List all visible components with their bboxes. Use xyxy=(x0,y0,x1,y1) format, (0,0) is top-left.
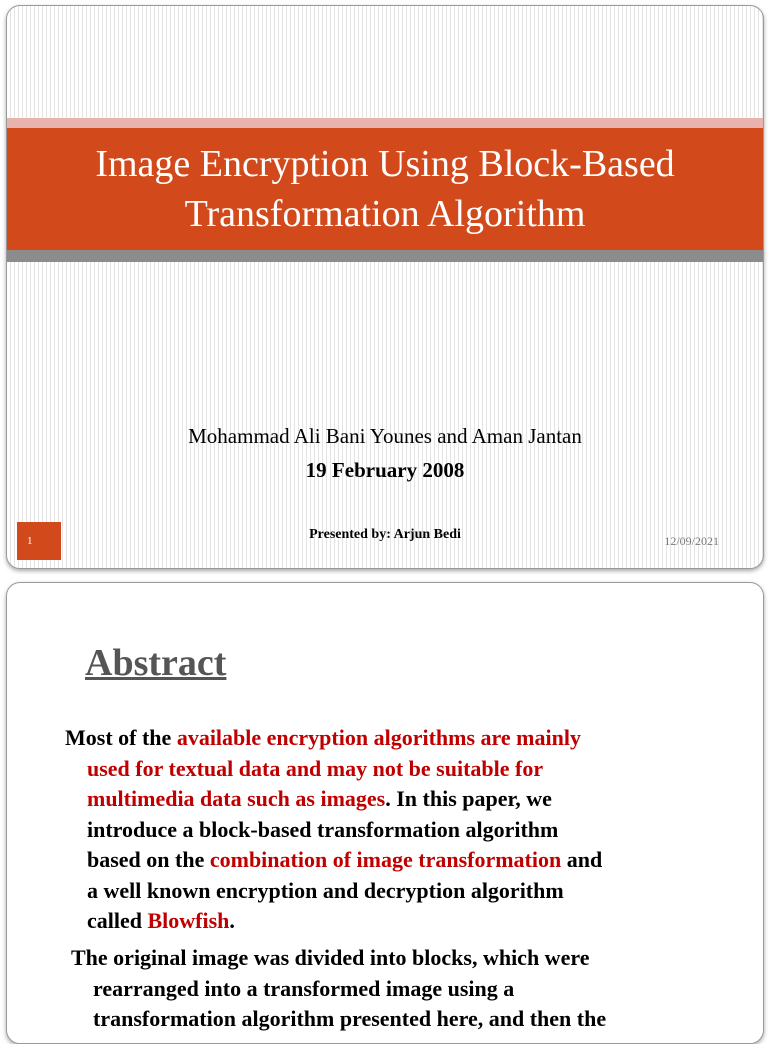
paragraph-line: rearranged into a transformed image using a xyxy=(93,975,515,1001)
title-slide xyxy=(6,5,764,569)
text-span: called xyxy=(87,908,148,933)
text-span: based on the xyxy=(87,847,210,872)
abstract-heading: Abstract xyxy=(85,642,227,684)
title-divider-band xyxy=(7,250,763,262)
text-span: Most of the xyxy=(65,725,177,750)
paragraph-line xyxy=(65,906,705,937)
highlight-span: combination of image transformation xyxy=(209,847,562,872)
publication-date: 19 February 2008 xyxy=(305,458,465,482)
title-band xyxy=(7,128,763,250)
title-accent-band xyxy=(7,118,763,128)
text-span: . xyxy=(229,908,235,933)
abstract-paragraph-1 xyxy=(65,723,705,937)
slide-number: 1 xyxy=(27,535,33,547)
text-span: and xyxy=(561,847,603,872)
footer-date: 12/09/2021 xyxy=(664,534,719,548)
authors-text: Mohammad Ali Bani Younes and Aman Jantan xyxy=(188,424,582,448)
text-span: . In this paper, we xyxy=(385,786,552,811)
slide-number-badge xyxy=(17,522,61,560)
paragraph-line xyxy=(65,723,705,754)
paragraph-line xyxy=(65,784,705,815)
text-span: a well known encryption and decryption algorithm xyxy=(87,877,564,903)
text-span: introduce a block-based transformation algorithm xyxy=(87,816,559,842)
highlight-span: multimedia data such as images xyxy=(87,786,386,811)
abstract-paragraph-2 xyxy=(71,943,711,1035)
highlight-span: used for textual data and may not be suitable for xyxy=(87,755,544,781)
paragraph-line xyxy=(65,845,705,876)
presenter-text: Presented by: Arjun Bedi xyxy=(309,527,461,542)
title-line-2: Transformation Algorithm xyxy=(184,193,586,235)
highlight-span: available encryption algorithms are mainly xyxy=(176,725,581,750)
abstract-slide xyxy=(6,582,764,1044)
paragraph-line xyxy=(65,815,705,846)
paragraph-line: The original image was divided into blocks, which were xyxy=(71,945,590,970)
paragraph-line: transformation algorithm presented here, and then the xyxy=(93,1006,607,1031)
paragraph-line xyxy=(65,754,705,785)
paragraph-line xyxy=(65,876,705,907)
highlight-span: Blowfish xyxy=(147,908,230,933)
title-line-1: Image Encryption Using Block-Based xyxy=(95,143,675,185)
